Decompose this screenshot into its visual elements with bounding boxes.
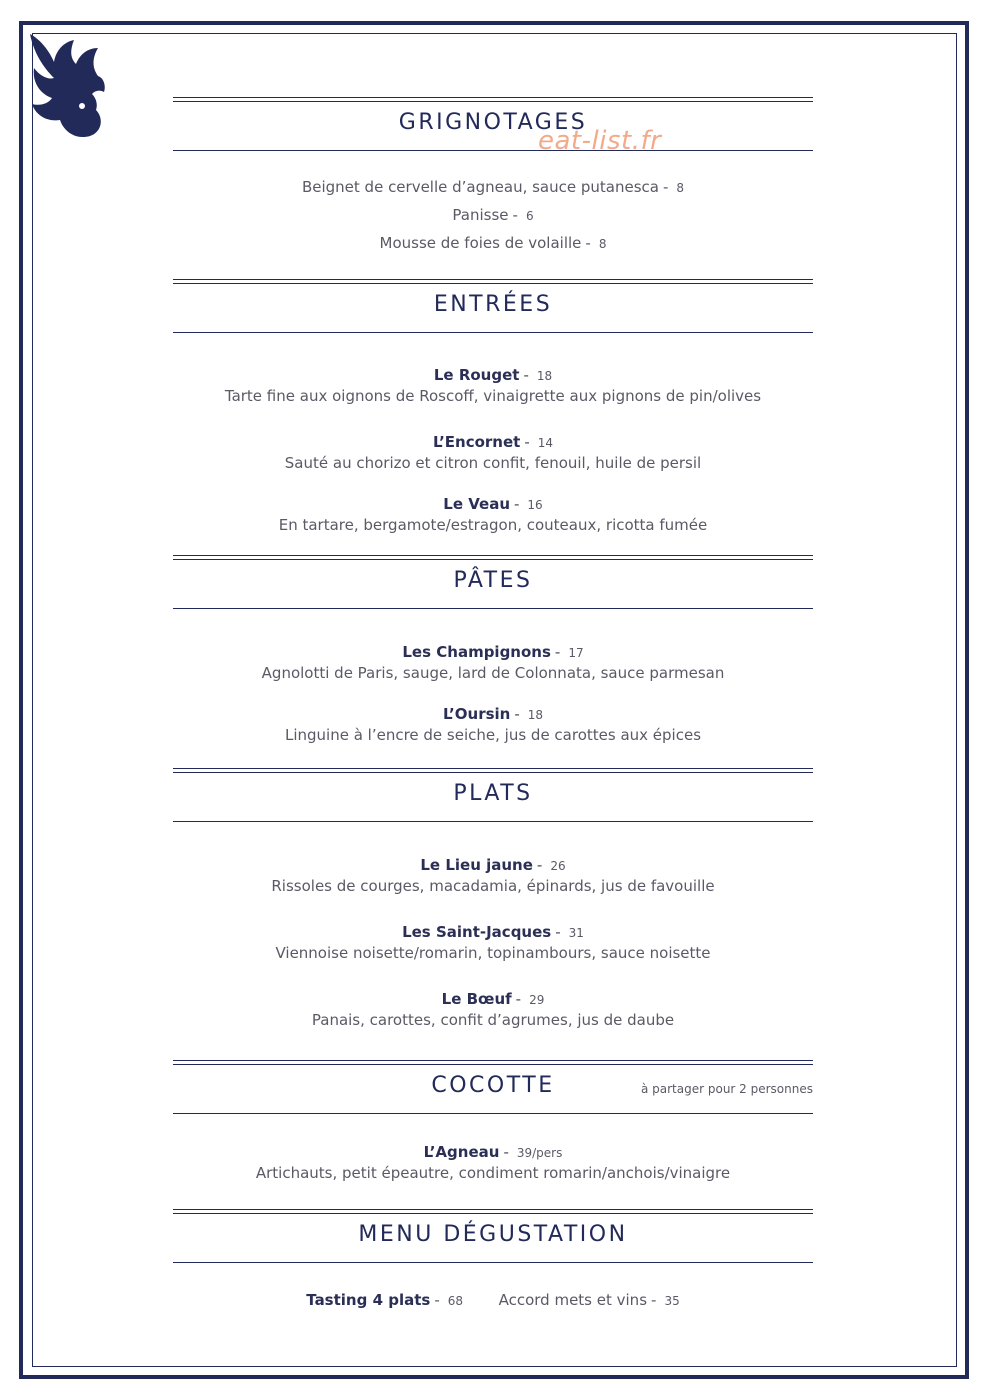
section-title: PÂTES: [453, 568, 533, 593]
section-header: [173, 768, 813, 822]
dish-item: Les Champignons - 17 Agnolotti de Paris, sauge, lard de Colonnata, sauce parmesan: [261, 643, 725, 682]
dish-item: Le Bœuf - 29 Panais, carottes, confit d’agrumes, jus de daube: [311, 990, 675, 1029]
section-title: GRIGNOTAGES: [398, 110, 588, 135]
section-header: [173, 1209, 813, 1263]
section-title: PLATS: [453, 781, 533, 806]
menu-item: Beignet de cervelle d’agneau, sauce putanesca - 8: [301, 178, 685, 196]
menu-item: Mousse de foies de volaille - 8: [379, 234, 607, 252]
sharing-note: à partager pour 2 personnes: [640, 1082, 813, 1096]
section-title: MENU DÉGUSTATION: [358, 1222, 628, 1247]
section-header: [173, 279, 813, 333]
dish-item: L’Oursin - 18 Linguine à l’encre de seiche, jus de carottes aux épices: [284, 705, 702, 744]
section-title: ENTRÉES: [433, 292, 553, 317]
dish-item: Le Veau - 16 En tartare, bergamote/estragon, couteaux, ricotta fumée: [278, 495, 708, 534]
section-header: [173, 97, 813, 151]
dish-item: L’Encornet - 14 Sauté au chorizo et citron confit, fenouil, huile de persil: [284, 433, 702, 472]
tasting-label: Tasting 4 plats: [306, 1291, 431, 1309]
section-title: COCOTTE: [431, 1073, 555, 1098]
dish-item: L’Agneau - 39/pers Artichauts, petit épeautre, condiment romarin/anchois/vinaigre: [255, 1143, 731, 1182]
section-header: [173, 555, 813, 609]
dish-item: Le Lieu jaune - 26 Rissoles de courges, macadamia, épinards, jus de favouille: [271, 856, 715, 895]
section-cocotte: [173, 1060, 813, 1183]
pairing-label: Accord mets et vins: [498, 1291, 648, 1309]
pairing-price: 35: [664, 1294, 680, 1308]
menu-item: Panisse - 6: [452, 206, 534, 224]
section-grignotages: [173, 97, 813, 257]
watermark-text: eat-list.fr: [538, 126, 662, 156]
dish-item: Les Saint-Jacques - 31 Viennoise noisette/romarin, topinambours, sauce noisette: [275, 923, 711, 962]
tasting-line: Tasting 4 plats - 68 Accord mets et vins - 35: [306, 1291, 680, 1309]
tasting-price: 68: [447, 1294, 464, 1308]
section-plats: [173, 768, 813, 1030]
rooster-logo-icon: [26, 32, 108, 138]
dish-item: Le Rouget - 18 Tarte fine aux oignons de Roscoff, vinaigrette aux pignons de pin/olives: [224, 366, 762, 405]
section-degustation: [173, 1209, 813, 1309]
section-header: [173, 1060, 813, 1114]
section-pates: [173, 555, 813, 745]
section-entrees: [173, 279, 813, 535]
